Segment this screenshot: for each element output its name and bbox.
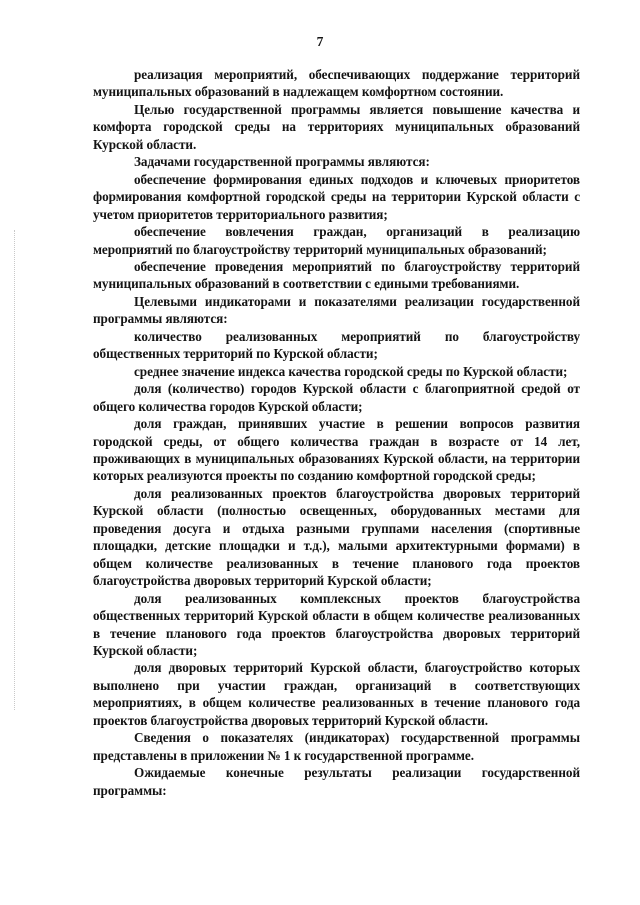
paragraph: доля (количество) городов Курской области с благоприятной средой от общего количества городов Курской области; bbox=[93, 381, 580, 414]
paragraph: доля реализованных проектов благоустройства дворовых территорий Курской области (полностью освещенных, оборудованных местами для проведения досуга и отдыха разными группами населения (спортивные площадки, детские площадки и т.д.), малыми архитектурными формами) в общем количестве реализованных в течение планового года проектов благоустройства дворовых территорий Курской области; bbox=[93, 485, 580, 589]
paragraph: Сведения о показателях (индикаторах) государственной программы представлены в приложении № 1 к государственной программе. bbox=[93, 730, 580, 763]
paragraph: Целевыми индикаторами и показателями реализации государственной программы являются: bbox=[93, 293, 580, 327]
paragraph: реализация мероприятий, обеспечивающих поддержание территорий муниципальных образований в надлежащем комфортном состоянии. bbox=[93, 67, 580, 100]
paragraph: обеспечение проведения мероприятий по благоустройству территорий муниципальных образований в соответствии с едиными требованиями. bbox=[93, 258, 580, 292]
paragraph: Целью государственной программы является повышение качества и комфорта городской среды на территориях муниципальных образований Курской области. bbox=[93, 101, 580, 152]
paragraph: доля дворовых территорий Курской области, благоустройство которых выполнено при участии граждан, организаций в соответствующих мероприятиях, в общем количестве реализованных в течение планового года проектов благоустройства дворовых территорий Курской области. bbox=[93, 660, 580, 728]
paragraph: доля граждан, принявших участие в решении вопросов развития городской среды, от общего количества граждан в возрасте от 14 лет, проживающих в муниципальных образованиях Курской области, на территории которых реализуются проекты по созданию комфортной городской среды; bbox=[93, 416, 580, 484]
paragraph: доля реализованных комплексных проектов благоустройства общественных территорий Курской области в общем количестве реализованных в течение планового года проектов благоустройства дворовых территорий Курской области; bbox=[93, 590, 580, 658]
paragraph: Задачами государственной программы являются: bbox=[134, 154, 430, 170]
paragraph: среднее значение индекса качества городской среды по Курской области; bbox=[134, 363, 568, 379]
paragraph: количество реализованных мероприятий по благоустройству общественных территорий по Курской области; bbox=[93, 328, 580, 362]
paragraph: Ожидаемые конечные результаты реализации государственной программы: bbox=[93, 765, 580, 798]
page-number: 7 bbox=[316, 34, 324, 49]
scan-margin-artifact bbox=[14, 230, 19, 710]
paragraph: обеспечение формирования единых подходов и ключевых приоритетов формирования комфортной городской среды на территории Курской области с учетом приоритетов территориального развития; bbox=[93, 171, 580, 222]
paragraph: обеспечение вовлечения граждан, организаций в реализацию мероприятий по благоустройству территорий муниципальных образований; bbox=[93, 224, 580, 257]
body-text bbox=[93, 66, 580, 799]
